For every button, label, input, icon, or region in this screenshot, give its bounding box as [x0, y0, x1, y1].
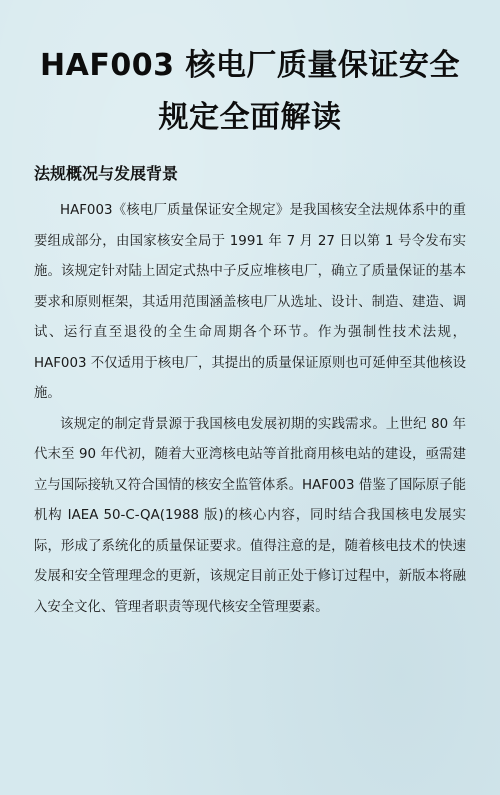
page-title-line-1: HAF003 核电厂质量保证安全	[40, 48, 460, 83]
paragraph-1: HAF003《核电厂质量保证安全规定》是我国核安全法规体系中的重要组成部分，由国家核安全局于 1991 年 7 月 27 日以第 1 号令发布实施。该规定针对陆上固定式热中子反应堆核电厂，确立了质量保证的基本要求和原则框架，其适用范围涵盖核电厂从选址、设计、制造、建造、调试、运行直至退役的全生命周期各个环节。作为强制性技术法规，HAF003 不仅适用于核电厂，其提出的质量保证原则也可延伸至其他核设施。	[34, 203, 466, 401]
section-heading: 法规概况与发展背景	[34, 164, 179, 183]
paragraph-2: 该规定的制定背景源于我国核电发展初期的实践需求。上世纪 80 年代末至 90 年代初，随着大亚湾核电站等首批商用核电站的建设，亟需建立与国际接轨又符合国情的核安全监管体系。HAF003 借鉴了国际原子能机构 IAEA 50-C-QA(1988 版)的核心内容，同时结合我国核电发展实际，形成了系统化的质量保证要求。值得注意的是，随着核电技术的快速发展和安全管理理念的更新，该规定目前正处于修订过程中，新版本将融入安全文化、管理者职责等现代核安全管理要素。	[34, 416, 466, 615]
page-title	[0, 0, 500, 144]
page-title-line-2: 规定全面解读	[158, 100, 342, 135]
document-body	[34, 196, 466, 623]
